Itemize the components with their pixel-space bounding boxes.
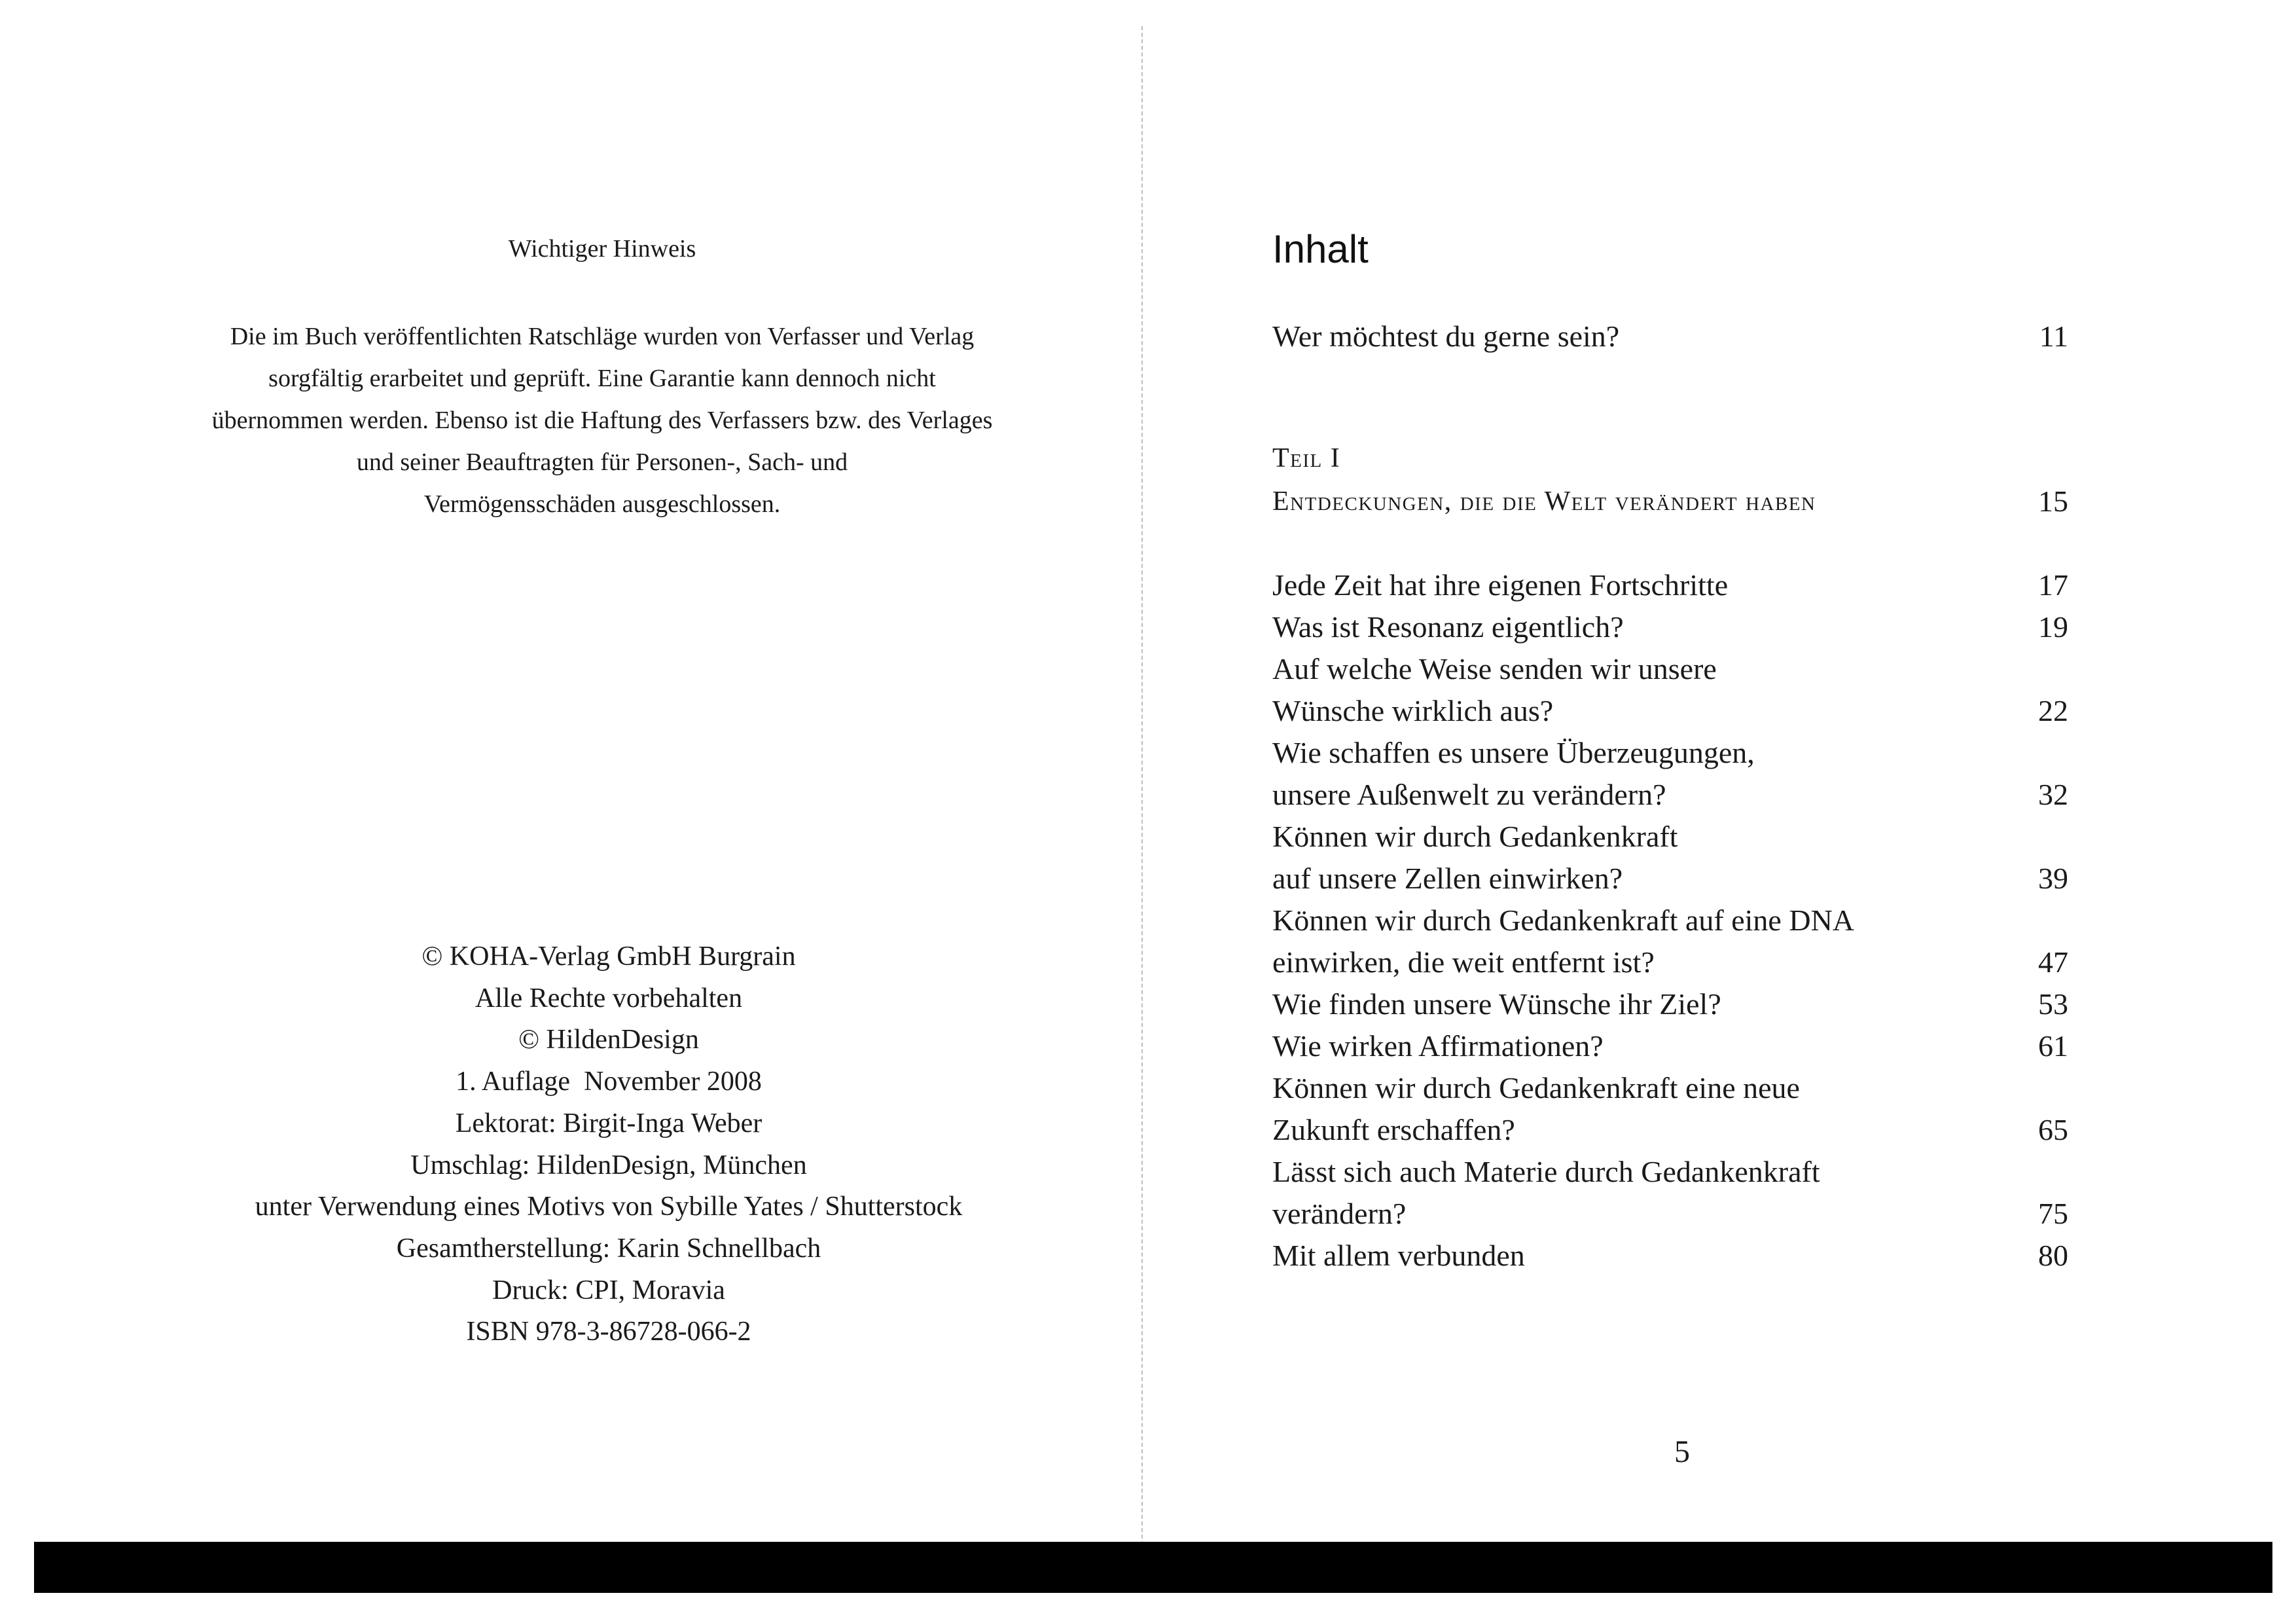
imprint-line: © KOHA-Verlag GmbH Burgrain [422, 941, 796, 972]
toc-entry-title: Können wir durch Gedankenkraft [1272, 820, 1678, 853]
toc-entry-title: Wer möchtest du gerne sein? [1272, 319, 1620, 353]
toc-entry [1272, 606, 2068, 648]
toc-entry-title: Jede Zeit hat ihre eigenen Fortschritte [1272, 568, 1729, 602]
toc-entry-title: Können wir durch Gedankenkraft eine neue [1272, 1071, 1800, 1104]
imprint-line: Lektorat: Birgit-Inga Weber [455, 1108, 762, 1139]
toc-entry [1272, 1235, 2068, 1277]
toc-entry [1272, 1025, 2068, 1067]
toc-page-number: 17 [2038, 568, 2068, 602]
toc-entry [1272, 900, 2068, 941]
toc-entry [1272, 1067, 2068, 1109]
toc-page-number: 22 [2038, 694, 2068, 727]
toc-page-number: 15 [2038, 484, 2068, 518]
toc-page-number: 75 [2038, 1197, 2068, 1230]
toc-page-number: 11 [2039, 319, 2068, 353]
toc-entry [1272, 316, 2068, 357]
toc-entry-title: unsere Außenwelt zu verändern? [1272, 778, 1666, 811]
notice-line: Die im Buch veröffentlichten Ratschläge wurden von Verfasser und Verlag [230, 323, 975, 350]
toc-entry-title: Mit allem verbunden [1272, 1239, 1525, 1272]
imprint [164, 936, 1054, 1353]
toc-entry [1272, 732, 2068, 774]
imprint-line: Gesamtherstellung: Karin Schnellbach [396, 1233, 821, 1264]
toc-part-label [1272, 437, 2068, 479]
notice-line: übernommen werden. Ebenso ist die Haftung des Verfassers bzw. des Verlages [211, 407, 993, 434]
toc-page-number: 47 [2038, 945, 2068, 979]
imprint-line: 1. Auflage November 2008 [456, 1067, 762, 1097]
toc-entry [1272, 648, 2068, 690]
toc-entry [1272, 816, 2068, 858]
imprint-line: © HildenDesign [518, 1025, 699, 1055]
page-number: 5 [1674, 1434, 1690, 1469]
imprint-line: ISBN 978-3-86728-066-2 [466, 1317, 751, 1347]
part-label: Teil I [1272, 443, 1341, 473]
imprint-line: Druck: CPI, Moravia [492, 1275, 725, 1305]
notice-line: Vermögensschäden ausgeschlossen. [423, 490, 781, 518]
toc-entry-title: einwirken, die weit entfernt ist? [1272, 945, 1655, 979]
toc-entry [1272, 564, 2068, 606]
toc-entry-title: Auf welche Weise senden wir unsere [1272, 652, 1717, 685]
imprint-line: Umschlag: HildenDesign, München [410, 1150, 807, 1180]
toc-page-number: 65 [2038, 1113, 2068, 1146]
part-title: Entdeckungen, die die Welt verändert haben [1272, 486, 1816, 517]
imprint-line: Alle Rechte vorbehalten [475, 983, 743, 1013]
notice-body [164, 316, 1041, 525]
imprint-line: unter Verwendung eines Motivs von Sybille Yates / Shutterstock [255, 1192, 963, 1222]
toc-entry [1272, 1151, 2068, 1193]
toc-entry [1272, 1193, 2068, 1235]
notice-heading: Wichtiger Hinweis [508, 235, 696, 263]
toc-entry [1272, 983, 2068, 1025]
toc-entry-title: Zukunft erschaffen? [1272, 1113, 1515, 1146]
notice-line: und seiner Beauftragten für Personen-, Sach- und [356, 448, 848, 476]
scan-edge-bar [34, 1542, 2272, 1593]
toc-entry [1272, 941, 2068, 983]
toc-entry-title: Wünsche wirklich aus? [1272, 694, 1554, 727]
toc-entry [1272, 690, 2068, 732]
toc-page-number: 80 [2038, 1239, 2068, 1272]
toc-page-number: 32 [2038, 778, 2068, 811]
toc-entry-title: Können wir durch Gedankenkraft auf eine DNA [1272, 903, 1855, 937]
notice-line: sorgfältig erarbeitet und geprüft. Eine Garantie kann dennoch nicht [268, 365, 936, 392]
toc-page-number: 61 [2038, 1029, 2068, 1063]
toc-entry-title: Wie wirken Affirmationen? [1272, 1029, 1604, 1063]
toc-entry-title: Wie schaffen es unsere Überzeugungen, [1272, 736, 1755, 769]
toc-part-title [1272, 481, 2068, 522]
toc-page-number: 39 [2038, 862, 2068, 895]
toc-entry-title: auf unsere Zellen einwirken? [1272, 862, 1623, 895]
toc-entry-title: verändern? [1272, 1197, 1407, 1230]
toc-entry [1272, 858, 2068, 900]
toc-page-number: 19 [2038, 610, 2068, 644]
toc-title: Inhalt [1272, 227, 1369, 271]
book-gutter [1141, 26, 1143, 1552]
toc-entry-title: Lässt sich auch Materie durch Gedankenkraft [1272, 1155, 1820, 1188]
toc-entry [1272, 1109, 2068, 1151]
toc-entry [1272, 774, 2068, 816]
toc-entry-title: Wie finden unsere Wünsche ihr Ziel? [1272, 987, 1721, 1021]
toc-entry-title: Was ist Resonanz eigentlich? [1272, 610, 1624, 644]
toc-page-number: 53 [2038, 987, 2068, 1021]
